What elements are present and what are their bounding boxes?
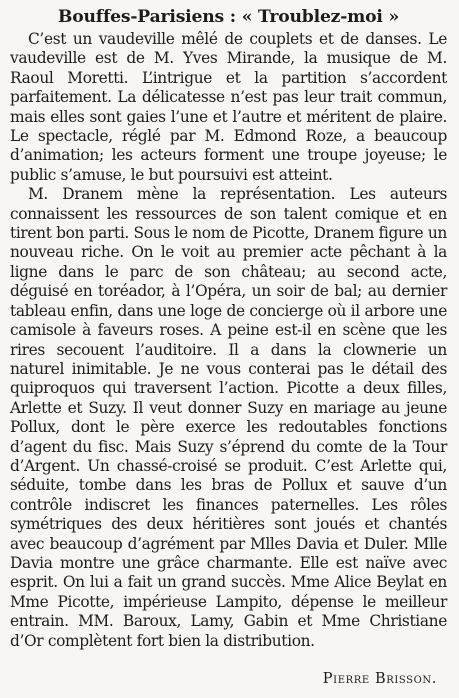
article-paragraph-1: C’est un vaudeville mêlé de couplets et de danses. Le vaudeville est de M. Yves Mirande, la musique de M. Raoul Moretti. L’intrigue et la partition s’accordent parfaitement. La délicatesse n’est pas leur trait commun, mais elles sont gaies l’une et l’autre et méritent de plaire. Le spectacle, réglé par M. Edmond Roze, a beaucoup d’animation; les acteurs forment une troupe joyeuse; le public s’amuse, le but poursuivi est atteint. [10, 30, 447, 184]
article-title: Bouffes-Parisiens : « Troublez-moi » [57, 7, 400, 27]
article-paragraph-2: M. Dranem mène la représentation. Les auteurs connaissent les ressources de son talent comique et en tirent bon parti. Sous le nom de Picotte, Dranem figure un nouveau riche. On le voit au premier acte pêchant à la ligne dans le parc de son château; au second acte, déguisé en toréador, à l’Opéra, un soir de bal; au dernier tableau enfin, dans une loge de concierge où il arbore une camisole à faveurs roses. A peine est-il en scène que les rires secouent l’auditoire. Il a dans la clownerie un naturel inimitable. Je ne vous conterai pas le détail des quiproquos qui traversent l’action. Picotte a deux filles, Arlette et Suzy. Il veut donner Suzy en mariage au jeune Pollux, dont le père exerce les redoutables fonctions d’agent du fisc. Mais Suzy s’éprend du comte de la Tour d’Argent. Un chassé-croisé se produit. C’est Arlette qui, séduite, tombe dans les bras de Pollux et sauve d’un contrôle indiscret les finances paternelles. Les rôles symétriques des deux héritières sont joués et chantés avec beaucoup d’agrément par Mlles Davia et Duler. Mlle Davia montre une grâce charmante. Elle est naïve avec esprit. On lui a fait un grand succès. Mme Alice Beylat en Mme Picotte, impérieuse Lampito, dépense le meilleur entrain. MM. Baroux, Lamy, Gabin et Mme Christiane d’Or complètent fort bien la distribution. [10, 185, 447, 650]
author-signature: Pierre Brisson. [322, 671, 437, 687]
